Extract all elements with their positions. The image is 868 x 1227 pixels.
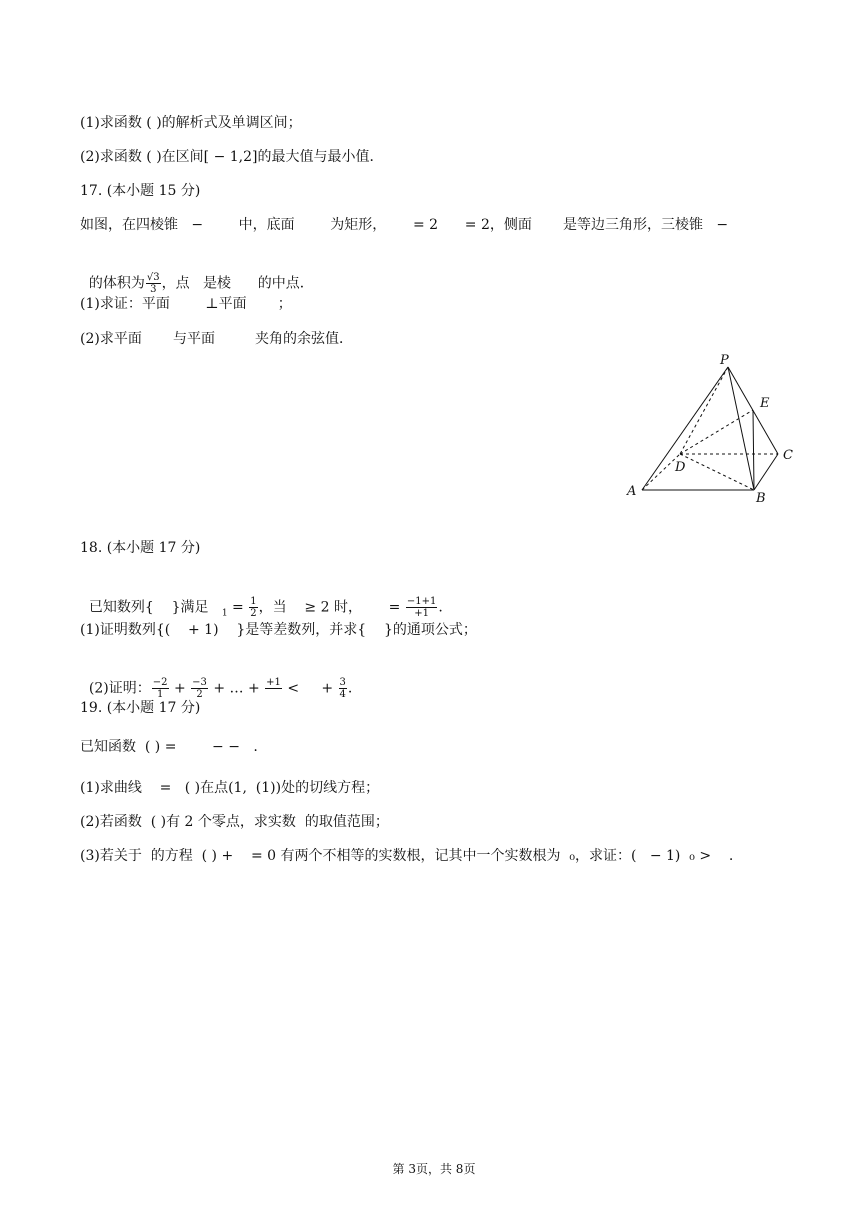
q17-title: 17. (本小题 15 分) [80, 183, 201, 199]
q18-sub-1: 1 [221, 608, 228, 619]
q18-rec-num: −1+1 [406, 596, 437, 607]
edge-DB [680, 454, 754, 490]
pyramid-figure [620, 350, 810, 510]
q18-term1-num: −2 [152, 677, 168, 688]
q17-stem-line1: 如图，在四棱锥 − 中，底面 为矩形， = 2 = 2，侧面 是等边三角形，三棱锥 − [80, 217, 729, 233]
q18-text-b: = [227, 599, 249, 616]
q18-2-text-b: + [169, 680, 191, 697]
q18-term2-den: 2 [196, 689, 203, 700]
edge-BE [753, 410, 754, 490]
q19-part1: (1)求曲线 = ( )在点(1, (1))处的切线方程； [80, 780, 380, 796]
q18-text-c: ，当 ≥ 2 时， = [258, 599, 405, 616]
q18-term3 [265, 677, 282, 700]
label-D: D [675, 460, 686, 475]
q19-part2: (2)若函数 ( )有 2 个零点，求实数 的取值范围； [80, 814, 389, 830]
q16-part2: (2)求函数 ( )在区间[ − 1,2]的最大值与最小值． [80, 149, 384, 165]
label-P: P [720, 353, 729, 368]
q18-term3-num: +1 [266, 677, 281, 688]
label-B: B [756, 491, 766, 506]
q18-part2 [80, 657, 352, 700]
q19-stem: 已知函数 ( ) = − − . [80, 739, 258, 755]
q18-2-text-e: . [347, 680, 353, 697]
q18-half-den: 2 [250, 608, 257, 619]
q18-stem [80, 576, 443, 623]
q18-term3-den [265, 689, 282, 700]
q18-half-num: 1 [250, 596, 257, 607]
q17-volume-num: √3 [146, 272, 160, 283]
q17-part1: (1)求证：平面 ⊥平面 ； [80, 296, 292, 312]
q19-part3: (3)若关于 的方程 ( ) + = 0 有两个不相等的实数根，记其中一个实数根为 ₀，求证：( − 1) ₀ > . [80, 848, 734, 864]
q17-text-a: 的体积为 [88, 275, 145, 292]
label-C: C [783, 448, 793, 463]
q18-3q-den: 4 [339, 689, 346, 700]
q18-text-a: 已知数列{ }满足 [88, 599, 222, 616]
q17-volume-fraction [146, 272, 161, 295]
q18-three-quarters [339, 677, 347, 700]
q18-term1-den: 1 [156, 689, 164, 700]
q18-fraction-recurrence [406, 596, 437, 619]
q18-rec-den: +1 [414, 608, 429, 619]
q18-part1: (1)证明数列{( + 1) }是等差数列，并求{ }的通项公式； [80, 622, 477, 638]
edge-PB [728, 367, 754, 490]
q18-2-text-a: (2)证明： [88, 680, 151, 697]
q17-text-b: ，点 是棱 的中点． [161, 275, 314, 292]
q16-part1: (1)求函数 ( )的解析式及单调区间； [80, 115, 302, 131]
q18-term2 [191, 677, 208, 700]
q18-term1 [152, 677, 169, 700]
edge-BC [754, 454, 778, 490]
q17-stem-line2 [80, 252, 314, 295]
page-footer: 第 3页，共 8页 [392, 1162, 476, 1176]
q18-term2-num: −3 [192, 677, 207, 688]
q18-3q-num: 3 [339, 677, 346, 688]
q18-fraction-half [249, 596, 257, 619]
q18-title: 18. (本小题 17 分) [80, 540, 201, 556]
q18-2-text-c: + … + [208, 680, 265, 697]
q17-part2: (2)求平面 与平面 夹角的余弦值． [80, 331, 354, 347]
label-A: A [627, 484, 637, 499]
q19-title: 19. (本小题 17 分) [80, 700, 201, 716]
edge-PD [680, 367, 728, 454]
q18-text-d: . [438, 599, 443, 616]
q17-volume-den: 3 [150, 284, 157, 295]
label-E: E [760, 396, 770, 411]
q18-2-text-d: < + [282, 680, 338, 697]
